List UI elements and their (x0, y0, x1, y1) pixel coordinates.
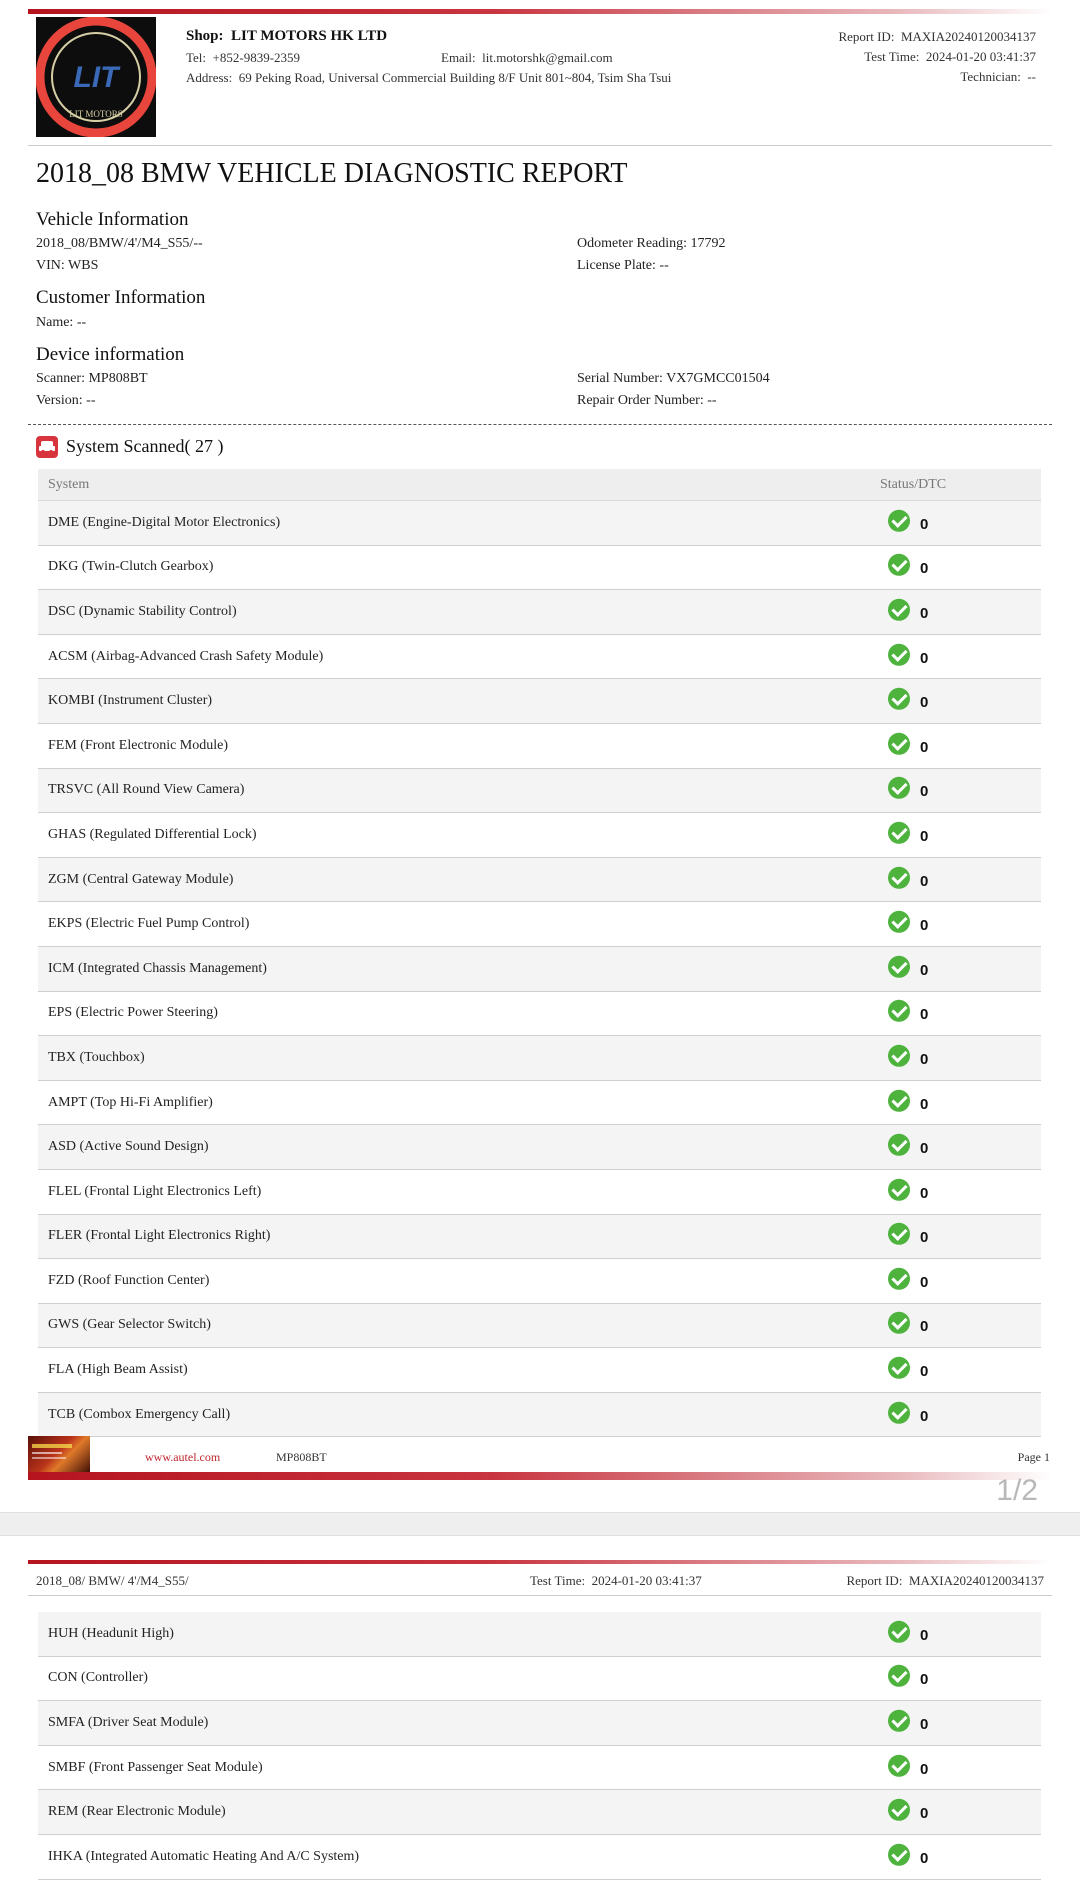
table-row (38, 1746, 1041, 1791)
dtc-count: 0 (920, 1805, 929, 1823)
system-name: GHAS (Regulated Differential Lock) (48, 826, 257, 842)
check-circle-icon (888, 1000, 910, 1022)
check-circle-icon (888, 1401, 910, 1423)
table-body (38, 1612, 1041, 1880)
system-scanned-heading: System Scanned( 27 ) (66, 436, 224, 456)
system-name: FLA (High Beam Assist) (48, 1362, 188, 1378)
table-row (38, 590, 1041, 635)
system-name: ASD (Active Sound Design) (48, 1139, 209, 1155)
dtc-count: 0 (920, 1095, 929, 1113)
table-row (38, 992, 1041, 1037)
system-name: CON (Controller) (48, 1670, 148, 1686)
system-name: EKPS (Electric Fuel Pump Control) (48, 916, 250, 932)
tel-line (186, 50, 300, 66)
check-circle-icon (888, 1045, 910, 1067)
system-name: DKG (Twin-Clutch Gearbox) (48, 559, 214, 575)
check-circle-icon (888, 1665, 910, 1687)
system-name: GWS (Gear Selector Switch) (48, 1317, 211, 1333)
check-circle-icon (888, 1312, 910, 1334)
dtc-count: 0 (920, 961, 929, 979)
tel-value: +852-9839-2359 (212, 50, 301, 65)
footer-url[interactable]: www.autel.com (145, 1450, 221, 1464)
check-circle-icon (888, 1268, 910, 1290)
check-circle-icon (888, 1223, 910, 1245)
dtc-count: 0 (920, 917, 929, 935)
email-label: Email: (441, 50, 476, 65)
table-header (38, 469, 1041, 501)
check-circle-icon (888, 688, 910, 710)
page2-report-id-value: MAXIA20240120034137 (908, 1573, 1044, 1588)
page2-model: 2018_08/ BMW/ 4'/M4_S55/ (36, 1573, 189, 1588)
customer-name: Name: -- (36, 315, 87, 330)
repair-order-number: Repair Order Number: -- (577, 393, 717, 408)
vehicle-vin: VIN: WBS (36, 258, 99, 273)
system-table-page2 (38, 1612, 1041, 1880)
shop-logo (36, 17, 156, 137)
table-row (38, 1348, 1041, 1393)
table-row (38, 679, 1041, 724)
system-name: IHKA (Integrated Automatic Heating And A/C System) (48, 1848, 360, 1864)
dtc-count: 0 (920, 1184, 929, 1202)
dtc-count: 0 (920, 1760, 929, 1778)
address-label: Address: (186, 70, 233, 85)
system-name: AMPT (Top Hi-Fi Amplifier) (48, 1094, 213, 1110)
page2-report-id-line (846, 1573, 1044, 1589)
top-accent-line (28, 9, 1052, 14)
dtc-count: 0 (920, 828, 929, 846)
address-line (186, 70, 671, 86)
check-circle-icon (888, 866, 910, 888)
col-system: System (48, 476, 90, 492)
technician-line (960, 69, 1036, 85)
system-name: HUH (Headunit High) (48, 1625, 174, 1641)
check-circle-icon (888, 956, 910, 978)
page2-header-divider (28, 1595, 1052, 1596)
page-gap (0, 1512, 1080, 1536)
dtc-count: 0 (920, 1626, 929, 1644)
check-circle-icon (888, 1754, 910, 1776)
system-table-page1 (38, 469, 1041, 1437)
table-row (38, 1393, 1041, 1438)
check-circle-icon (888, 510, 910, 532)
footer-device: MP808BT (276, 1450, 327, 1464)
system-name: FLEL (Frontal Light Electronics Left) (48, 1183, 262, 1199)
device-version: Version: -- (36, 393, 96, 408)
table-body (38, 501, 1041, 1437)
check-circle-icon (888, 1844, 910, 1866)
table-row (38, 947, 1041, 992)
tel-label: Tel: (186, 50, 207, 65)
footer-logo (28, 1436, 90, 1474)
license-plate: License Plate: -- (577, 258, 669, 273)
car-icon (36, 436, 58, 458)
dtc-count: 0 (920, 1274, 929, 1292)
system-name: SMBF (Front Passenger Seat Module) (48, 1759, 263, 1775)
header-divider (28, 145, 1052, 146)
dtc-count: 0 (920, 605, 929, 623)
device-heading: Device information (36, 344, 185, 365)
table-row (38, 501, 1041, 546)
table-row (38, 546, 1041, 591)
system-name: ACSM (Airbag-Advanced Crash Safety Module) (48, 648, 324, 664)
dtc-count: 0 (920, 872, 929, 890)
check-circle-icon (888, 1134, 910, 1156)
table-row (38, 858, 1041, 903)
system-name: DSC (Dynamic Stability Control) (48, 603, 237, 619)
check-circle-icon (888, 1089, 910, 1111)
system-name: EPS (Electric Power Steering) (48, 1005, 218, 1021)
table-row (38, 1125, 1041, 1170)
test-time-line (864, 49, 1036, 65)
dtc-count: 0 (920, 1318, 929, 1336)
vehicle-heading: Vehicle Information (36, 209, 189, 230)
system-name: DME (Engine-Digital Motor Electronics) (48, 514, 281, 530)
system-name: TBX (Touchbox) (48, 1049, 145, 1065)
dtc-count: 0 (920, 1140, 929, 1158)
system-name: ICM (Integrated Chassis Management) (48, 960, 267, 976)
table-row (38, 902, 1041, 947)
odometer-reading: Odometer Reading: 17792 (577, 236, 726, 251)
page2-test-time-line (530, 1573, 702, 1589)
shop-label: Shop: (186, 28, 224, 44)
logo-text: LIT (73, 61, 119, 94)
check-circle-icon (888, 777, 910, 799)
dtc-count: 0 (920, 1051, 929, 1069)
page2-accent-line (28, 1560, 1052, 1564)
page-indicator: 1/2 (996, 1474, 1038, 1507)
system-name: TCB (Combox Emergency Call) (48, 1406, 231, 1422)
table-row (38, 1081, 1041, 1126)
check-circle-icon (888, 554, 910, 576)
system-name: KOMBI (Instrument Cluster) (48, 693, 213, 709)
system-name: TRSVC (All Round View Camera) (48, 782, 245, 798)
shop-name: LIT MOTORS HK LTD (231, 28, 388, 44)
check-circle-icon (888, 1710, 910, 1732)
table-row (38, 1259, 1041, 1304)
dtc-count: 0 (920, 515, 929, 533)
table-row (38, 1701, 1041, 1746)
check-circle-icon (888, 599, 910, 621)
report-id-label: Report ID: (838, 29, 895, 44)
page2-report-id-label: Report ID: (846, 1573, 903, 1588)
address-value: 69 Peking Road, Universal Commercial Building 8/F Unit 801~804, Tsim Sha Tsui (238, 70, 672, 85)
table-row (38, 1036, 1041, 1081)
check-circle-icon (888, 911, 910, 933)
system-name: REM (Rear Electronic Module) (48, 1804, 226, 1820)
test-time-value: 2024-01-20 03:41:37 (925, 49, 1036, 64)
report-id-line (838, 29, 1036, 45)
table-row (38, 724, 1041, 769)
table-row (38, 1215, 1041, 1260)
table-row (38, 1835, 1041, 1880)
table-row (38, 1612, 1041, 1657)
system-name: FEM (Front Electronic Module) (48, 737, 229, 753)
dtc-count: 0 (920, 560, 929, 578)
system-name: FZD (Roof Function Center) (48, 1272, 210, 1288)
dtc-count: 0 (920, 1671, 929, 1689)
check-circle-icon (888, 1179, 910, 1201)
system-name: FLER (Frontal Light Electronics Right) (48, 1228, 271, 1244)
dtc-count: 0 (920, 649, 929, 667)
footer-logo-icon (28, 1436, 90, 1474)
check-circle-icon (888, 822, 910, 844)
table-row (38, 635, 1041, 680)
dtc-count: 0 (920, 1006, 929, 1024)
footer-accent-line (28, 1472, 1052, 1480)
check-circle-icon (888, 1357, 910, 1379)
check-circle-icon (888, 1799, 910, 1821)
table-row (38, 813, 1041, 858)
check-circle-icon (888, 643, 910, 665)
dtc-count: 0 (920, 1849, 929, 1867)
lit-logo-icon (36, 17, 156, 137)
logo-ring-text: LIT MOTORS (69, 109, 123, 119)
table-row (38, 1790, 1041, 1835)
technician-label: Technician: (960, 69, 1021, 84)
serial-number: Serial Number: VX7GMCC01504 (577, 371, 770, 386)
dtc-count: 0 (920, 1229, 929, 1247)
vehicle-model: 2018_08/BMW/4'/M4_S55/-- (36, 236, 203, 251)
dtc-count: 0 (920, 1363, 929, 1381)
dtc-count: 0 (920, 1407, 929, 1425)
table-row (38, 1657, 1041, 1702)
check-circle-icon (888, 1621, 910, 1643)
table-row (38, 1304, 1041, 1349)
dtc-count: 0 (920, 1716, 929, 1734)
report-id-value: MAXIA20240120034137 (900, 29, 1036, 44)
section-divider (28, 424, 1052, 425)
dtc-count: 0 (920, 783, 929, 801)
col-status: Status/DTC (880, 476, 947, 492)
scanner-model: Scanner: MP808BT (36, 371, 148, 386)
system-name: ZGM (Central Gateway Module) (48, 871, 234, 887)
email-line (441, 50, 613, 66)
technician-value: -- (1027, 69, 1036, 84)
report-title: 2018_08 BMW VEHICLE DIAGNOSTIC REPORT (36, 158, 628, 189)
dtc-count: 0 (920, 694, 929, 712)
footer-page: Page 1 (1017, 1450, 1050, 1464)
shop-line (186, 28, 387, 45)
check-circle-icon (888, 733, 910, 755)
email-value: lit.motorshk@gmail.com (482, 50, 613, 65)
customer-heading: Customer Information (36, 287, 206, 308)
page2-test-time-label: Test Time: (530, 1573, 586, 1588)
table-row (38, 769, 1041, 814)
table-row (38, 1170, 1041, 1215)
dtc-count: 0 (920, 738, 929, 756)
system-name: SMFA (Driver Seat Module) (48, 1714, 209, 1730)
page2-test-time-value: 2024-01-20 03:41:37 (591, 1573, 702, 1588)
test-time-label: Test Time: (864, 49, 920, 64)
